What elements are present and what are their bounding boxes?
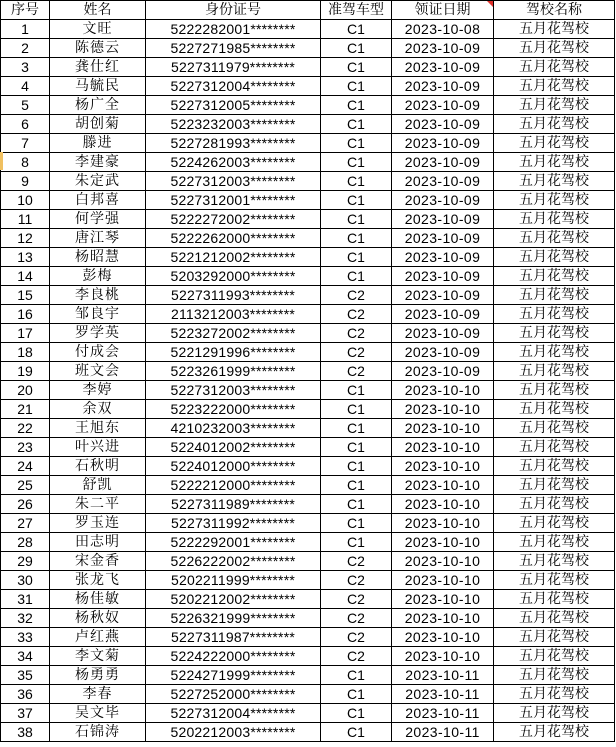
cell-issue-date[interactable]: 2023-10-10 [392,609,494,628]
cell-seq[interactable]: 15 [1,286,50,305]
table-row [1,609,615,628]
cell-license-type[interactable]: C2 [321,343,392,362]
header-row [1,1,615,20]
table-row [1,476,615,495]
cell-license-type[interactable]: C1 [321,77,392,96]
cell-seq[interactable]: 20 [1,381,50,400]
cell-license-type[interactable]: C1 [321,400,392,419]
cell-name[interactable]: 付成会 [50,343,146,362]
header-seq[interactable]: 序号 [1,1,50,20]
cell-issue-date[interactable]: 2023-10-10 [392,438,494,457]
cell-license-type[interactable]: C2 [321,324,392,343]
cell-seq[interactable]: 22 [1,419,50,438]
cell-id-number[interactable]: 5223232003******** [146,115,321,134]
cell-name[interactable]: 田志明 [50,533,146,552]
cell-license-type[interactable]: C1 [321,267,392,286]
cell-id-number[interactable]: 5202212003******** [146,723,321,742]
cell-issue-date[interactable]: 2023-10-09 [392,39,494,58]
cell-id-number[interactable]: 5223261999******** [146,362,321,381]
cell-seq[interactable]: 10 [1,191,50,210]
cell-id-number[interactable]: 5222292001******** [146,533,321,552]
cell-id-number[interactable]: 5227312004******** [146,704,321,723]
table-row [1,210,615,229]
cell-name[interactable]: 唐江琴 [50,229,146,248]
table-row [1,685,615,704]
cell-issue-date[interactable]: 2023-10-09 [392,77,494,96]
table-row [1,20,615,39]
table-row [1,115,615,134]
cell-school[interactable]: 五月花驾校 [494,39,615,58]
cell-school[interactable]: 五月花驾校 [494,514,615,533]
cell-license-type[interactable]: C1 [321,153,392,172]
cell-issue-date[interactable]: 2023-10-10 [392,590,494,609]
cell-issue-date[interactable]: 2023-10-10 [392,552,494,571]
cell-id-number[interactable]: 5222272002******** [146,210,321,229]
cell-issue-date[interactable]: 2023-10-09 [392,115,494,134]
cell-name[interactable]: 杨勇勇 [50,666,146,685]
cell-school[interactable]: 五月花驾校 [494,229,615,248]
cell-issue-date[interactable]: 2023-10-11 [392,723,494,742]
cell-id-number[interactable]: 5222212000******** [146,476,321,495]
cell-license-type[interactable]: C2 [321,362,392,381]
cell-name[interactable]: 彭梅 [50,267,146,286]
cell-school[interactable]: 五月花驾校 [494,20,615,39]
cell-issue-date[interactable]: 2023-10-09 [392,324,494,343]
cell-school[interactable]: 五月花驾校 [494,666,615,685]
header-name[interactable]: 姓名 [50,1,146,20]
table-row [1,96,615,115]
cell-school[interactable]: 五月花驾校 [494,457,615,476]
cell-name[interactable]: 张龙飞 [50,571,146,590]
cell-issue-date[interactable]: 2023-10-10 [392,514,494,533]
cell-name[interactable]: 班文会 [50,362,146,381]
cell-seq[interactable]: 17 [1,324,50,343]
cell-license-type[interactable]: C1 [321,666,392,685]
cell-issue-date[interactable]: 2023-10-09 [392,172,494,191]
cell-license-type[interactable]: C1 [321,704,392,723]
cell-name[interactable]: 李婷 [50,381,146,400]
table-row [1,457,615,476]
cell-issue-date[interactable]: 2023-10-10 [392,571,494,590]
cell-license-type[interactable]: C1 [321,533,392,552]
cell-school[interactable]: 五月花驾校 [494,723,615,742]
cell-school[interactable]: 五月花驾校 [494,476,615,495]
cell-id-number[interactable]: 4210232003******** [146,419,321,438]
cell-seq[interactable]: 4 [1,77,50,96]
cell-name[interactable]: 杨广全 [50,96,146,115]
table-row [1,381,615,400]
table-row [1,267,615,286]
cell-id-number[interactable]: 5223222000******** [146,400,321,419]
cell-name[interactable]: 罗玉连 [50,514,146,533]
cell-seq[interactable]: 6 [1,115,50,134]
cell-issue-date[interactable]: 2023-10-10 [392,533,494,552]
table-row [1,39,615,58]
cell-id-number[interactable]: 5227311993******** [146,286,321,305]
cell-school[interactable]: 五月花驾校 [494,419,615,438]
cell-seq[interactable]: 33 [1,628,50,647]
table-row [1,533,615,552]
row-selection-marker [0,152,3,170]
cell-name[interactable]: 杨佳敏 [50,590,146,609]
cell-school[interactable]: 五月花驾校 [494,153,615,172]
cell-seq[interactable]: 30 [1,571,50,590]
cell-issue-date[interactable]: 2023-10-10 [392,495,494,514]
cell-license-type[interactable]: C2 [321,571,392,590]
cell-name[interactable]: 舒凯 [50,476,146,495]
cell-license-type[interactable]: C1 [321,191,392,210]
cell-school[interactable]: 五月花驾校 [494,628,615,647]
header-issue-date-label: 领证日期 [414,2,471,18]
cell-name[interactable]: 陈德云 [50,39,146,58]
cell-name[interactable]: 余双 [50,400,146,419]
cell-name[interactable]: 吴文毕 [50,704,146,723]
cell-issue-date[interactable]: 2023-10-09 [392,229,494,248]
table-row [1,552,615,571]
cell-id-number[interactable]: 5221291996******** [146,343,321,362]
cell-seq[interactable]: 28 [1,533,50,552]
cell-name[interactable]: 石锦涛 [50,723,146,742]
cell-school[interactable]: 五月花驾校 [494,571,615,590]
cell-issue-date[interactable]: 2023-10-09 [392,191,494,210]
header-license-type[interactable]: 准驾车型 [321,1,392,20]
cell-license-type[interactable]: C1 [321,476,392,495]
table-row [1,438,615,457]
cell-issue-date[interactable]: 2023-10-08 [392,20,494,39]
cell-issue-date[interactable]: 2023-10-11 [392,666,494,685]
cell-seq[interactable]: 23 [1,438,50,457]
cell-school[interactable]: 五月花驾校 [494,172,615,191]
cell-license-type[interactable]: C1 [321,229,392,248]
cell-id-number[interactable]: 5227312005******** [146,96,321,115]
cell-license-type[interactable]: C2 [321,647,392,666]
cell-license-type[interactable]: C1 [321,495,392,514]
table-row [1,419,615,438]
cell-name[interactable]: 杨秋奴 [50,609,146,628]
cell-name[interactable]: 马毓民 [50,77,146,96]
cell-issue-date[interactable]: 2023-10-09 [392,210,494,229]
cell-name[interactable]: 龚仕红 [50,58,146,77]
cell-school[interactable]: 五月花驾校 [494,590,615,609]
cell-id-number[interactable]: 5224271999******** [146,666,321,685]
cell-seq[interactable]: 19 [1,362,50,381]
cell-seq[interactable]: 27 [1,514,50,533]
cell-id-number[interactable]: 5227311979******** [146,58,321,77]
table-row [1,723,615,742]
table-row [1,305,615,324]
cell-school[interactable]: 五月花驾校 [494,381,615,400]
cell-license-type[interactable]: C1 [321,514,392,533]
cell-license-type[interactable]: C1 [321,58,392,77]
cell-name[interactable]: 罗学英 [50,324,146,343]
cell-id-number[interactable]: 5224222000******** [146,647,321,666]
cell-seq[interactable]: 38 [1,723,50,742]
cell-license-type[interactable]: C1 [321,723,392,742]
cell-school[interactable]: 五月花驾校 [494,495,615,514]
table-row [1,343,615,362]
cell-school[interactable]: 五月花驾校 [494,685,615,704]
cell-seq[interactable]: 34 [1,647,50,666]
table-row [1,58,615,77]
cell-seq[interactable]: 25 [1,476,50,495]
cell-school[interactable]: 五月花驾校 [494,647,615,666]
table-row [1,286,615,305]
cell-name[interactable]: 朱二平 [50,495,146,514]
cell-school[interactable]: 五月花驾校 [494,96,615,115]
cell-issue-date[interactable]: 2023-10-10 [392,476,494,495]
table-row [1,571,615,590]
table-row [1,704,615,723]
cell-id-number[interactable]: 5224012002******** [146,438,321,457]
table-row [1,590,615,609]
cell-issue-date[interactable]: 2023-10-10 [392,419,494,438]
cell-school[interactable]: 五月花驾校 [494,58,615,77]
table-row [1,191,615,210]
cell-license-type[interactable]: C2 [321,286,392,305]
cell-seq[interactable]: 7 [1,134,50,153]
cell-issue-date[interactable]: 2023-10-09 [392,286,494,305]
cell-issue-date[interactable]: 2023-10-09 [392,362,494,381]
cell-id-number[interactable]: 5203292000******** [146,267,321,286]
table-row [1,229,615,248]
cell-seq[interactable]: 11 [1,210,50,229]
cell-issue-date[interactable]: 2023-10-10 [392,457,494,476]
cell-school[interactable]: 五月花驾校 [494,533,615,552]
cell-id-number[interactable]: 5222262000******** [146,229,321,248]
cell-school[interactable]: 五月花驾校 [494,210,615,229]
table-row [1,362,615,381]
table-row [1,172,615,191]
cell-id-number[interactable]: 5224012000******** [146,457,321,476]
cell-seq[interactable]: 16 [1,305,50,324]
cell-license-type[interactable]: C1 [321,248,392,267]
cell-issue-date[interactable]: 2023-10-09 [392,134,494,153]
cell-id-number[interactable]: 5227312003******** [146,381,321,400]
cell-issue-date[interactable]: 2023-10-09 [392,248,494,267]
cell-school[interactable]: 五月花驾校 [494,267,615,286]
comment-indicator-icon[interactable] [487,1,493,7]
table-row [1,647,615,666]
table-row [1,134,615,153]
cell-seq[interactable]: 36 [1,685,50,704]
cell-name[interactable]: 石秋明 [50,457,146,476]
cell-issue-date[interactable]: 2023-10-10 [392,628,494,647]
cell-school[interactable]: 五月花驾校 [494,134,615,153]
table-row [1,77,615,96]
cell-school[interactable]: 五月花驾校 [494,115,615,134]
header-school[interactable]: 驾校名称 [494,1,615,20]
cell-seq[interactable]: 5 [1,96,50,115]
cell-name[interactable]: 邹良宇 [50,305,146,324]
cell-name[interactable]: 何学强 [50,210,146,229]
cell-id-number[interactable]: 5227252000******** [146,685,321,704]
cell-license-type[interactable]: C1 [321,381,392,400]
cell-seq[interactable]: 26 [1,495,50,514]
cell-name[interactable]: 朱定武 [50,172,146,191]
cell-license-type[interactable]: C1 [321,210,392,229]
cell-seq[interactable]: 35 [1,666,50,685]
table-row [1,495,615,514]
cell-license-type[interactable]: C1 [321,39,392,58]
table-row [1,153,615,172]
cell-id-number[interactable]: 5202211999******** [146,571,321,590]
cell-name[interactable]: 滕进 [50,134,146,153]
cell-name[interactable]: 李良桃 [50,286,146,305]
cell-school[interactable]: 五月花驾校 [494,362,615,381]
cell-id-number[interactable]: 5227271985******** [146,39,321,58]
cell-school[interactable]: 五月花驾校 [494,77,615,96]
cell-school[interactable]: 五月花驾校 [494,248,615,267]
cell-issue-date[interactable]: 2023-10-09 [392,343,494,362]
cell-issue-date[interactable]: 2023-10-10 [392,647,494,666]
table-body [1,20,615,742]
cell-seq[interactable]: 37 [1,704,50,723]
cell-id-number[interactable]: 5227312003******** [146,172,321,191]
cell-license-type[interactable]: C1 [321,96,392,115]
cell-license-type[interactable]: C2 [321,628,392,647]
cell-license-type[interactable]: C1 [321,20,392,39]
cell-issue-date[interactable]: 2023-10-09 [392,58,494,77]
cell-license-type[interactable]: C1 [321,457,392,476]
cell-seq[interactable]: 29 [1,552,50,571]
cell-issue-date[interactable]: 2023-10-11 [392,685,494,704]
cell-id-number[interactable]: 5221212002******** [146,248,321,267]
cell-id-number[interactable]: 5227312001******** [146,191,321,210]
cell-license-type[interactable]: C2 [321,609,392,628]
cell-id-number[interactable]: 5227311987******** [146,628,321,647]
cell-id-number[interactable]: 5223272002******** [146,324,321,343]
cell-school[interactable]: 五月花驾校 [494,552,615,571]
header-issue-date[interactable] [392,1,494,20]
cell-license-type[interactable]: C2 [321,305,392,324]
cell-id-number[interactable]: 5227281993******** [146,134,321,153]
cell-school[interactable]: 五月花驾校 [494,324,615,343]
cell-name[interactable]: 李春 [50,685,146,704]
cell-id-number[interactable]: 2113212003******** [146,305,321,324]
cell-school[interactable]: 五月花驾校 [494,191,615,210]
cell-name[interactable]: 宋金香 [50,552,146,571]
cell-issue-date[interactable]: 2023-10-10 [392,400,494,419]
table-row [1,666,615,685]
cell-license-type[interactable]: C1 [321,438,392,457]
cell-name[interactable]: 李建豪 [50,153,146,172]
cell-license-type[interactable]: C1 [321,685,392,704]
cell-school[interactable]: 五月花驾校 [494,305,615,324]
header-id-number[interactable]: 身份证号 [146,1,321,20]
cell-school[interactable]: 五月花驾校 [494,609,615,628]
cell-seq[interactable]: 31 [1,590,50,609]
cell-id-number[interactable]: 5226222002******** [146,552,321,571]
cell-seq[interactable]: 1 [1,20,50,39]
cell-issue-date[interactable]: 2023-10-09 [392,153,494,172]
cell-license-type[interactable]: C2 [321,552,392,571]
cell-issue-date[interactable]: 2023-10-09 [392,96,494,115]
cell-issue-date[interactable]: 2023-10-09 [392,305,494,324]
cell-issue-date[interactable]: 2023-10-11 [392,704,494,723]
cell-license-type[interactable]: C2 [321,590,392,609]
cell-id-number[interactable]: 5227311992******** [146,514,321,533]
cell-school[interactable]: 五月花驾校 [494,704,615,723]
cell-name[interactable]: 李文菊 [50,647,146,666]
cell-id-number[interactable]: 5224262003******** [146,153,321,172]
cell-name[interactable]: 卢红燕 [50,628,146,647]
cell-seq[interactable]: 24 [1,457,50,476]
cell-name[interactable]: 白邦喜 [50,191,146,210]
cell-license-type[interactable]: C1 [321,134,392,153]
cell-school[interactable]: 五月花驾校 [494,438,615,457]
cell-license-type[interactable]: C1 [321,172,392,191]
cell-seq[interactable]: 2 [1,39,50,58]
cell-seq[interactable]: 14 [1,267,50,286]
cell-seq[interactable]: 13 [1,248,50,267]
cell-id-number[interactable]: 5227312004******** [146,77,321,96]
cell-id-number[interactable]: 5226321999******** [146,609,321,628]
cell-seq[interactable]: 18 [1,343,50,362]
cell-school[interactable]: 五月花驾校 [494,286,615,305]
cell-seq[interactable]: 3 [1,58,50,77]
cell-name[interactable]: 胡创菊 [50,115,146,134]
cell-seq[interactable]: 8 [1,153,50,172]
cell-name[interactable]: 文旺 [50,20,146,39]
cell-seq[interactable]: 32 [1,609,50,628]
table-row [1,400,615,419]
cell-school[interactable]: 五月花驾校 [494,400,615,419]
cell-license-type[interactable]: C1 [321,115,392,134]
table-row [1,248,615,267]
table-row [1,628,615,647]
table-row [1,514,615,533]
cell-seq[interactable]: 12 [1,229,50,248]
cell-name[interactable]: 叶兴进 [50,438,146,457]
cell-id-number[interactable]: 5202212002******** [146,590,321,609]
cell-id-number[interactable]: 5222282001******** [146,20,321,39]
table-row [1,324,615,343]
cell-name[interactable]: 王旭东 [50,419,146,438]
cell-seq[interactable]: 21 [1,400,50,419]
cell-id-number[interactable]: 5227311989******** [146,495,321,514]
cell-issue-date[interactable]: 2023-10-09 [392,267,494,286]
cell-name[interactable]: 杨昭慧 [50,248,146,267]
cell-issue-date[interactable]: 2023-10-10 [392,381,494,400]
cell-license-type[interactable]: C1 [321,419,392,438]
cell-school[interactable]: 五月花驾校 [494,343,615,362]
cell-seq[interactable]: 9 [1,172,50,191]
